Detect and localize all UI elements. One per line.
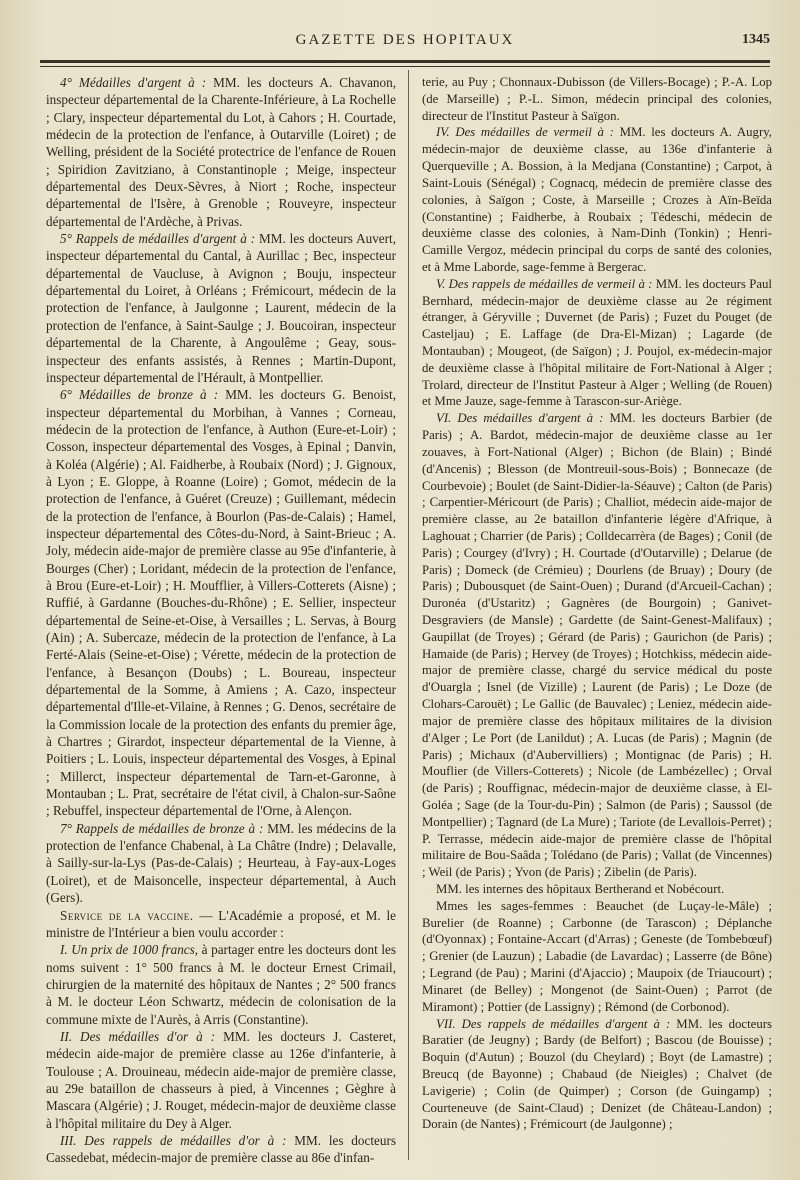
paragraph bbox=[422, 881, 772, 898]
running-title: GAZETTE DES HOPITAUX bbox=[295, 32, 515, 48]
paragraph-rubric: III. Des rappels de médailles d'or à : bbox=[60, 1132, 287, 1148]
paragraph-text: à partager entre les docteurs dont les noms suivent : 1° 500 francs à M. le docteur Ernest Crimail, chirurgien de la maternité des hôpitaux de Nantes ; 2° 500 francs à M. le docteur Léon Schwartz, médecin de colonisation de la commune mixte de l'Aurès, à Arris (Constantine). bbox=[46, 942, 397, 1027]
paragraph-text: Mmes les sages-femmes : Beauchet (de Luçay-le-Mâle) ; Burelier (de Roanne) ; Carbonne (de Tarascon) ; Déplanche (d'Oyonnax) ; Fontaine-Accart (d'Arras) ; Geneste (de Tombebœuf) ; Grenier (de Lauzun) ; Labadie (de Lavardac) ; Lasserre (de Bône) ; Legrand (de Pau) ; Marini (d'Ajaccio) ; Maupoix (de Triaucourt) ; Minaret (de Belley) ; Mongenot (de Saint-Ouen) ; Parrot (de Miramont) ; Pottier (de Lassigny) ; Rémond (de Corbonod). bbox=[422, 898, 772, 1014]
paragraph-rubric: IV. Des médailles de vermeil à : bbox=[436, 125, 614, 140]
paragraph-text: MM. les médecins de la protection de l'enfance Chabenal, à La Châtre (Indre) ; Delavalle, à Sailly-sur-la-Lys (Pas-de-Calais) ; Heurteau, à Fay-aux-Loges (Loiret), et de Maisoncelle, inspecteur départemental, à Auch (Gers). bbox=[46, 820, 396, 906]
paragraph-rubric: 5° Rappels de médailles d'argent à : bbox=[60, 231, 256, 247]
paragraph bbox=[422, 276, 772, 411]
paragraph bbox=[46, 941, 396, 1028]
paragraph-rubric: V. Des rappels de médailles de vermeil à : bbox=[436, 276, 653, 291]
paragraph-rubric: Service de la vaccine. bbox=[60, 907, 194, 923]
page-header bbox=[40, 28, 770, 58]
paragraph-text: MM. les docteurs Barbier (de Paris) ; A. Bardot, médecin-major de deuxième classe au 1er zouaves, à Fort-National (Alger) ; Bichon (de Blain) ; Bindé (d'Ancenis) ; Blesson (de Montreuil-sous-Bois) ; Bonnecaze (de Courbevoie) ; Boulet (de Saint-Didier-la-Séauve) ; Calton (de Paris) ; Carpentier-Méricourt (de Paris) ; Challiot, médecin aide-major de première classe, au 2e bataillon d'infanterie légère d'Afrique, à Laghouat ; Charrier (de Paris) ; Colldecarrèra (de Bages) ; Conil (de Paris) ; Courgey (d'Ivry) ; H. Courtade (d'Outarville) ; Delarue (de Paris) ; Domeck (de Crémieu) ; Dourlens (de Bruay) ; Doury (de Paris) ; Dubousquet (de Saint-Ouen) ; Durand (d'Arcueil-Cachan) ; Duronéa (d'Ustaritz) ; Gagnères (de Bourgoin) ; Ganivet-Desgraviers (de Mansle) ; Gardette (de Saint-Genest-Malifaux) ; Gaupillat (de Troyes) ; Gérard (de Paris) ; Gaurichon (de Paris) ; Hamaide (de Paris) ; Hervey (de Troyes) ; Hotchkiss, médecin aide-major de première classe, chargé du service médical du poste d'Ouargla ; Isnel (de Vizille) ; Laurent (de Paris) ; Le Doze (de Clohars-Carouët) ; Le Gallic (de Bauvalec) ; Leniez, médecin aide-major de première classe des hôpitaux militaires de la division d'Alger ; Le Port (de Lanildut) ; A. Lucas (de Paris) ; Magnin (de Paris) ; Michaux (d'Aubervilliers) ; Montignac (de Paris) ; H. Mouflier (de Villers-Cotterets) ; Nicole (de Lambézellec) ; Orval (de Paris) ; Rouffignac, médecin-major de deuxième classe, à El-Goléa ; Sage (de la Tour-du-Pin) ; Salmon (de Paris) ; Saussol (de Montpellier) ; Tagnard (de La Mure) ; Tariote (de Levallois-Perret) ; P. Terrasse, médecin aide-major de première classe de l'hôpital militaire de Bou-Saâda ; Tolédano (de Paris) ; Vallat (de Vincennes) ; Weil (de Paris) ; Yvon (de Paris) ; Zibelin (de Paris). bbox=[422, 411, 772, 880]
paragraph-text: terie, au Puy ; Chonnaux-Dubisson (de Villers-Bocage) ; P.-A. Lop (de Marseille) ; P.-L. Simon, médecin principal des colonies, directeur de l'Institut Pasteur à Saïgon. bbox=[422, 75, 772, 123]
header-rule-thin bbox=[40, 66, 770, 67]
paragraph-text: — L'Académie a proposé, et M. le ministre de l'Intérieur a bien voulu accorder : bbox=[46, 907, 396, 940]
paragraph bbox=[46, 820, 396, 907]
paragraph bbox=[422, 410, 772, 881]
paragraph-text: MM. les docteurs Auvert, inspecteur départemental du Cantal, à Aurillac ; Bec, inspecteur départemental de Vaucluse, à Avignon ; Bouju, inspecteur départemental du Loiret, à Orléans ; Frémicourt, médecin de la protection de l'enfance, à Jaulgonne ; Laurent, médecin de la protection de l'enfance, à Saint-Saulge ; J. Boucoiran, inspecteur départemental de la Charente, à Angoulême ; Geay, sous-inspecteur des enfants assistés, à Rennes ; Martin-Dupont, inspecteur départemental de l'Hérault, à Montpellier. bbox=[46, 231, 397, 385]
paragraph bbox=[422, 1016, 772, 1134]
left-column bbox=[46, 74, 396, 1167]
right-column bbox=[422, 74, 772, 1133]
paragraph-text: MM. les docteurs A. Augry, médecin-major de deuxième classe, au 136e d'infanterie à Querqueville ; A. Bossion, à la Medjana (Constantine) ; Carpot, à Saint-Louis (Sénégal) ; Cognacq, médecin de première classe des colonies, à Saïgon ; Coste, à Marseille ; Crozes à Aïn-Beïda (Constantine) ; Faidherbe, à Roubaix ; Tédeschi, médecin de deuxième classe des colonies, à Nam-Dinh (Tonkin) ; Henri-Camille Vergoz, médecin principal du corps de santé des colonies, et à Mme Laborde, sage-femme à Bergerac. bbox=[422, 125, 772, 274]
paragraph-text: MM. les docteurs G. Benoist, inspecteur départemental du Morbihan, à Vannes ; Corneau, médecin de la protection de l'enfance, à Authon (Eure-et-Loir) ; Cosson, inspecteur départemental des Vosges, à Epinal ; Danvin, à Koléa (Algérie) ; Al. Faidherbe, à Roubaix (Nord) ; J. Gignoux, à Lyon ; E. Gloppe, à Roanne (Loire) ; Gomot, médecin de la protection de l'enfance, à Guéret (Creuze) ; Guillemant, médecin de la protection de l'enfance, à Bourlon (Pas-de-Calais) ; Hamel, inspecteur départemental des Côtes-du-Nord, à Saint-Brieuc ; A. Joly, médecin aide-major de première classe au 95e d'infanterie, à Bourges (Cher) ; Loridant, médecin de la protection de l'enfance, à Brou (Eure-et-Loir) ; H. Moufflier, à Villers-Cotterets (Aisne) ; Ruffié, à Gardanne (Bouches-du-Rhône) ; E. Sellier, inspecteur départemental de Seine-et-Oise, à Versailles ; L. Servas, à Bourg (Ain) ; A. Subercaze, médecin de la protection de l'enfance, à La Ferté-Alais (Seine-et-Oise) ; Vérette, médecin de la protection de l'enfance, à Besançon (Doubs) ; L. Boureau, inspecteur départemental de la Somme, à Amiens ; A. Cazo, inspecteur départemental d'Ille-et-Vilaine, à Rennes ; G. Denos, secrétaire de la Commission locale de la protection des enfants du premier âge, à Chartres ; Girardot, inspecteur départemental de la Vienne, à Poitiers ; L. Louis, inspecteur départemental des Vosges, à Epinal ; Millerct, inspecteur départemental de Tarn-et-Garonne, à Montauban ; L. Prat, secrétaire de l'état civil, à Chalon-sur-Saône ; Rebuffel, inspecteur départemental de l'Orne, à Alençon. bbox=[46, 387, 396, 819]
paragraph-text: MM. les docteurs A. Chavanon, inspecteur départemental de la Charente-Inférieure, à La Rochelle ; Clary, inspecteur départemental du Lot, à Cahors ; H. Courtade, médecin de la protection de l'enfance, à Outarville (Loiret) ; de Welling, président de la Société protectrice de l'enfance de Rouen ; Spiridion Zavitziano, à Constantinople ; Meige, inspecteur départemental des Deux-Sèvres, à Niort ; Roche, inspecteur départemental de l'Isère, à Grenoble ; Rouveyre, inspecteur départemental de l'Ardèche, à Privas. bbox=[46, 75, 397, 229]
paragraph bbox=[46, 74, 396, 230]
paragraph bbox=[46, 1132, 396, 1167]
paragraph bbox=[422, 898, 772, 1016]
paragraph-rubric: II. Des médailles d'or à : bbox=[60, 1028, 216, 1044]
paragraph-text: MM. les internes des hôpitaux Bertherand et Nobécourt. bbox=[436, 882, 725, 896]
paragraph-text: MM. les docteurs Paul Bernhard, médecin-major de deuxième classe au 2e régiment étranger, à Géryville ; Duvernet (de Paris) ; Fuzet du Pouget (de Casteljau) ; E. Laffage (de Dra-El-Mizan) ; Lagarde (de Montauban) ; Mougeot, (de Saïgon) ; J. Poujol, ex-médecin-major de deuxième classe à l'hôpital militaire de Fort-National à Alger ; Trolard, directeur de l'Institut Pasteur à Alger ; Welling (de Rouen) et Mme Jauze, sage-femme à Tarascon-sur-Ariège. bbox=[422, 276, 772, 409]
paragraph bbox=[422, 74, 772, 124]
paragraph-rubric: 7° Rappels de médailles de bronze à : bbox=[60, 820, 264, 836]
page-number: 1345 bbox=[742, 32, 770, 47]
paragraph-rubric: VI. Des médailles d'argent à : bbox=[436, 411, 604, 426]
paragraph bbox=[46, 230, 396, 386]
paragraph bbox=[46, 907, 396, 942]
paragraph bbox=[422, 124, 772, 275]
paragraph bbox=[46, 386, 396, 820]
header-rule-thick bbox=[40, 60, 770, 63]
paragraph-text: MM. les docteurs J. Casteret, médecin aide-major de première classe au 126e d'infanterie, à Toulouse ; A. Drouineau, médecin aide-major de première classe, au 29e bataillon de chasseurs à pied, à Vincennes ; Gèghre à Mascara (Algérie) ; J. Rouget, médecin-major de deuxième classe à l'hôpital militaire du Dey à Alger. bbox=[46, 1028, 396, 1131]
paragraph-rubric: 4° Médailles d'argent à : bbox=[60, 75, 207, 90]
paragraph-rubric: I. Un prix de 1000 francs, bbox=[60, 942, 199, 958]
paragraph bbox=[46, 1028, 396, 1132]
paragraph-rubric: VII. Des rappels de médailles d'argent à : bbox=[436, 1016, 671, 1031]
paragraph-text: MM. les docteurs Baratier (de Jeugny) ; Bardy (de Belfort) ; Bascou (de Bouisse) ; Boquin (d'Autun) ; Bouzol (du Cheylard) ; Boyt (de Lamastre) ; Breucq (de Bayonne) ; Chabaud (de Nieigles) ; Chalvet (de Lavigerie) ; Colin (de Quimper) ; Corson (de Guingamp) ; Courteneuve (de Saint-Claud) ; Denizet (de Château-Landon) ; Dorain (de Nantes) ; Frémicourt (de Jaulgonne) ; bbox=[422, 1016, 772, 1132]
paragraph-text: MM. les docteurs Cassedebat, médecin-major de première classe au 86e d'infan- bbox=[46, 1132, 396, 1166]
column-divider bbox=[408, 70, 409, 1160]
paragraph-rubric: 6° Médailles de bronze à : bbox=[60, 387, 219, 403]
